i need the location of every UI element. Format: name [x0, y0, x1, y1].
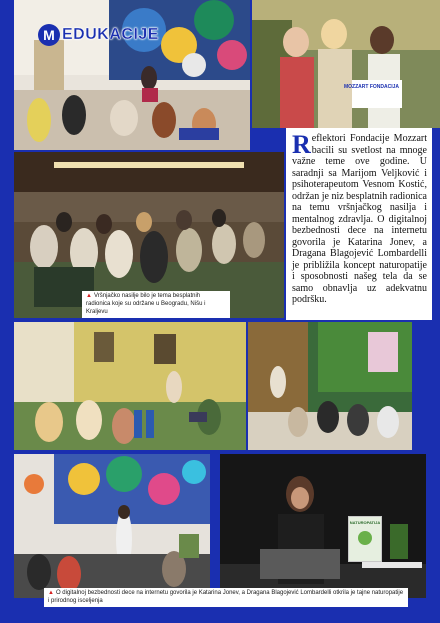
mozzart-sign: [344, 84, 400, 90]
mozzart-sign-text: MOZZART FONDACIJA: [344, 84, 399, 90]
photo-women-with-sign: [252, 0, 440, 128]
caption-bullying: [82, 291, 230, 318]
mozzart-logo-icon: M: [38, 24, 60, 46]
photo-speaker-stage: [220, 454, 426, 598]
caption-marker-icon: ▲: [86, 293, 92, 299]
book-cover: [348, 516, 382, 562]
photo-audience-lounge: [14, 152, 284, 318]
book-title: NATUROPATIJA: [349, 520, 381, 525]
drop-cap: R: [292, 130, 311, 159]
article-text: [292, 130, 427, 306]
caption-digital-safety: [44, 588, 408, 607]
photo-workshop-green-wall: [248, 322, 412, 450]
photo-speaker-mural: [14, 454, 210, 598]
caption-marker-icon: ▲: [48, 590, 54, 596]
caption-digital-safety-text: O digitalnoj bezbednosti dece na internetu govorila je Katarina Jonev, a Dragana Blagojević Lombardelli otkrila je tajne naturopatije i prirodnog isceljenja: [48, 590, 404, 604]
photo-workshop-yellow-room: [14, 322, 246, 450]
section-title: EDUKACIJE: [62, 26, 159, 43]
section-badge: [38, 24, 159, 46]
caption-bullying-text: Vršnjačko nasilje bilo je tema besplatnih radionica koje su održane u Beogradu, Nišu i Kraljevu: [86, 293, 206, 315]
photo-workshop-mural: [14, 0, 250, 150]
book-tree-icon: [358, 531, 372, 545]
article-body: eflektori Fondacije Mozzart bacili su svetlost na mnoge važne teme ove godine. U saradnji sa Marijom Veljković i psihoterapeutom Vesnom Kostić, održan je niz besplatnih radionica na temu vršnjačkog nasilja i mentalnog zdravlja. O digitalnoj bezbednosti dece na internetu govorila je Katarina Jonev, a Dragana Blagojević Lombardelli je približila koncept naturopatije i sposobnosti našeg tela da se samo obnavlja uz adekvatnu podršku.: [292, 133, 427, 305]
